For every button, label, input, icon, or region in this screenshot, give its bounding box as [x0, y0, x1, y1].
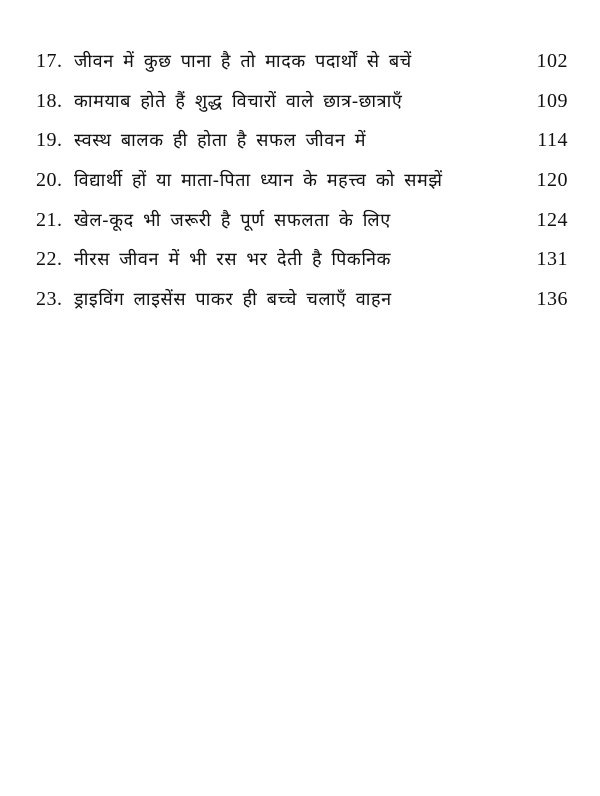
toc-entry: [36, 240, 568, 280]
toc-entry-number: 21.: [36, 208, 63, 231]
table-of-contents: [36, 42, 568, 320]
toc-entry-title: स्वस्थ बालक ही होता है सफल जीवन में: [74, 130, 367, 152]
toc-entry: [36, 82, 568, 122]
toc-entry-title: जीवन में कुछ पाना है तो मादक पदार्थों से बचें: [74, 51, 412, 72]
toc-entry-number: 18.: [36, 89, 63, 112]
toc-entry-page: 131: [536, 248, 568, 271]
toc-entry-title: ड्राइविंग लाइसेंस पाकर ही बच्चे चलाएँ वाहन: [74, 289, 392, 311]
toc-entry-number: 22.: [36, 248, 63, 271]
toc-entry: [36, 201, 568, 241]
toc-entry-number: 23.: [36, 288, 63, 311]
toc-entry-number: 20.: [36, 169, 63, 192]
toc-entry-number: 17.: [36, 50, 63, 72]
toc-entry: [36, 42, 568, 82]
toc-entry-page: 120: [536, 169, 568, 192]
toc-entry-page: 102: [536, 50, 568, 72]
toc-entry-page: 114: [537, 129, 568, 152]
toc-entry-page: 124: [536, 208, 568, 231]
toc-entry-title: विद्यार्थी हों या माता-पिता ध्यान के महत्त्व को समझें: [74, 170, 443, 192]
toc-entry-title: खेल-कूद भी जरूरी है पूर्ण सफलता के लिए: [74, 209, 391, 231]
toc-entry-page: 136: [536, 288, 568, 311]
toc-entry: [36, 280, 568, 320]
toc-entry-page: 109: [536, 89, 568, 112]
toc-entry-title: कामयाब होते हैं शुद्ध विचारों वाले छात्र-छात्राएँ: [74, 90, 403, 112]
toc-entry-title: नीरस जीवन में भी रस भर देती है पिकनिक: [74, 249, 392, 271]
toc-entry: [36, 161, 568, 201]
toc-entry-number: 19.: [36, 129, 63, 152]
toc-entry: [36, 121, 568, 161]
